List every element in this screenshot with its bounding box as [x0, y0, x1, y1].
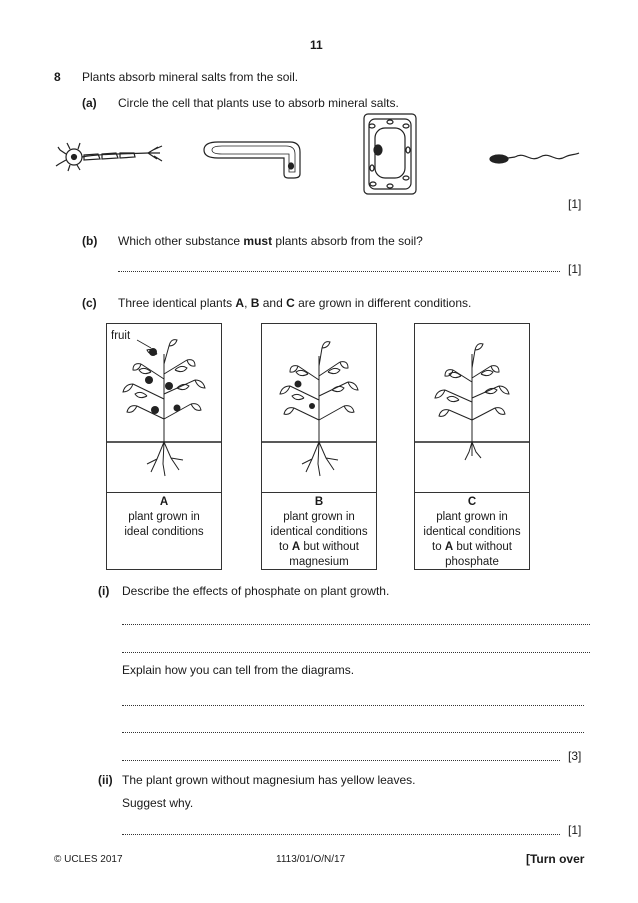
- sperm-cell-drawing[interactable]: [485, 145, 585, 175]
- plant-b-caption-box: [261, 492, 377, 570]
- part-b-answer-line[interactable]: [118, 271, 560, 272]
- sub-i-answer-line-1[interactable]: [122, 624, 590, 625]
- part-a-marks: [1]: [568, 197, 582, 211]
- sub-ii-label: (ii): [98, 773, 113, 787]
- plant-a-caption-box: [106, 492, 222, 570]
- root-hair-cell-drawing[interactable]: [200, 130, 310, 180]
- page-number: 11: [310, 38, 323, 52]
- question-number: 8: [54, 70, 61, 84]
- sub-i-answer-line-3[interactable]: [122, 705, 584, 706]
- sub-i-answer-line-5[interactable]: [122, 760, 560, 761]
- fruit-label: fruit: [111, 330, 131, 342]
- sub-ii-marks: [1]: [568, 823, 582, 837]
- sub-i-text: Describe the effects of phosphate on plant growth.: [122, 584, 390, 598]
- plant-a-drawing: [107, 324, 221, 494]
- plant-cell-drawing[interactable]: [360, 112, 420, 196]
- plant-b-diagram: [261, 323, 377, 495]
- plant-c-caption-box: [414, 492, 530, 570]
- sub-i-label: (i): [98, 584, 110, 598]
- part-c-intro: Three identical plants A, B and C are grown in different conditions.: [118, 296, 472, 310]
- sub-i-marks: [3]: [568, 749, 582, 763]
- nerve-cell-drawing[interactable]: [58, 120, 168, 180]
- part-a-text: Circle the cell that plants use to absorb mineral salts.: [118, 96, 399, 110]
- footer-code: 1113/01/O/N/17: [276, 854, 346, 865]
- plant-b-caption: B plant grown in identical conditions to A but without magnesium: [270, 496, 368, 568]
- plant-a-caption: A plant grown in ideal conditions: [124, 496, 204, 538]
- sub-ii-answer-line[interactable]: [122, 834, 560, 835]
- plant-c-caption: C plant grown in identical conditions to A but without phosphate: [423, 496, 521, 568]
- turn-over: [Turn over: [526, 852, 585, 866]
- part-a-label: (a): [82, 96, 97, 110]
- plant-b-drawing: [262, 324, 376, 494]
- sub-ii-suggest: Suggest why.: [122, 796, 194, 810]
- sub-i-explain: Explain how you can tell from the diagrams.: [122, 663, 355, 677]
- plant-a-diagram: [106, 323, 222, 495]
- question-stem: Plants absorb mineral salts from the soil.: [82, 70, 299, 84]
- footer-copyright: © UCLES 2017: [54, 854, 123, 865]
- sub-i-answer-line-2[interactable]: [122, 652, 590, 653]
- sub-i-answer-line-4[interactable]: [122, 732, 584, 733]
- plant-c-drawing: [415, 324, 529, 494]
- sub-ii-text: The plant grown without magnesium has yellow leaves.: [122, 773, 416, 787]
- part-c-label: (c): [82, 296, 97, 310]
- plant-c-diagram: [414, 323, 530, 495]
- part-b-marks: [1]: [568, 262, 582, 276]
- part-b-text: Which other substance must plants absorb from the soil?: [118, 234, 423, 248]
- part-b-label: (b): [82, 234, 98, 248]
